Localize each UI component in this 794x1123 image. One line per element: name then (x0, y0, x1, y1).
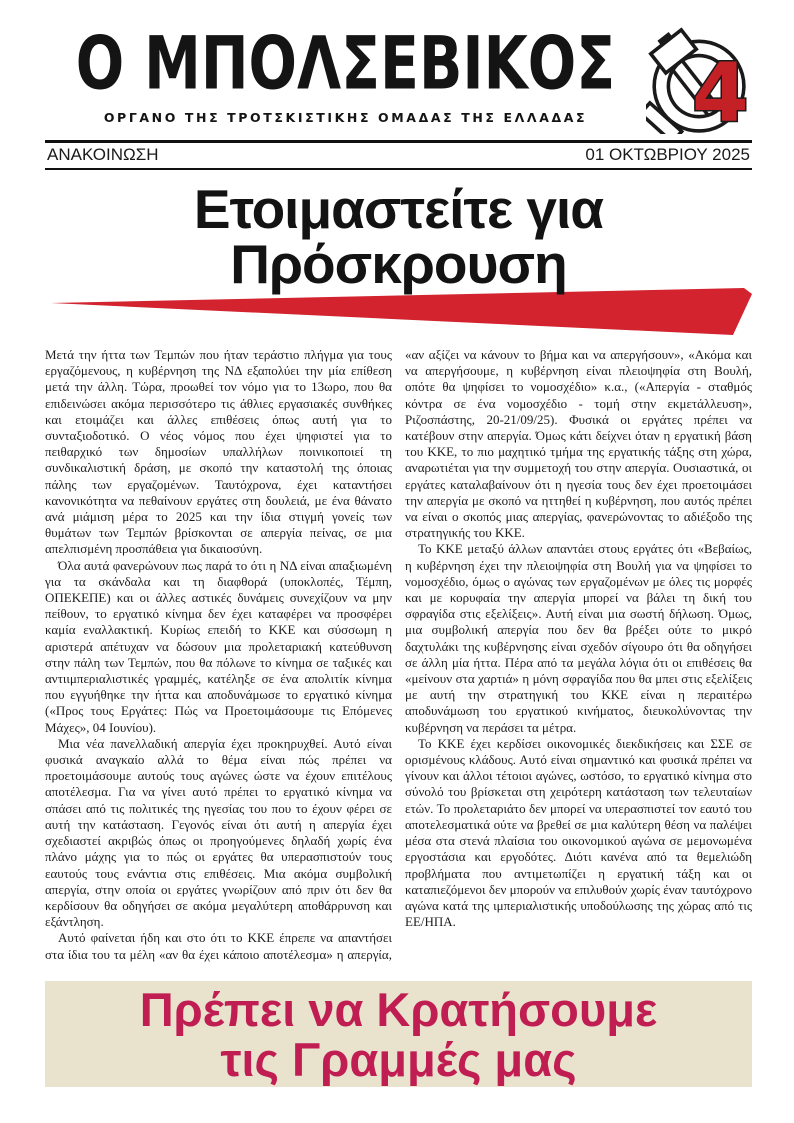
body-paragraph: Μια νέα πανελλαδική απεργία έχει προκηρυχθεί. Αυτό είναι φυσικά αναγκαίο αλλά το θέμα είναι πώς πρέπει να προετοιμάσουμε αυτούς τους αγώνες ώστε να έχουν επιτέλους αποτέλεσμα. Για να γίνει αυτό πρέπει το εργατικό κίνημα να σπάσει από τις πολιτικές της ηγεσίας του που το έχουν φέρει σε αυτή την κατάσταση. Γεγονός είναι ότι αυτή η απεργία έχει σχεδιαστεί ακριβώς όπως οι προηγούμενες δηλαδή χωρίς ένα πλάνο μάχης για το πώς οι εργάτες θα υπερασπιστούν τους εαυτούς τους ενάντια στις επιθέσεις. Μια ακόμα συμβολική απεργία, στην οποία οι εργάτες γνωρίζουν από πριν ότι δεν θα κερδίσουν θα οδηγήσει σε ακόμα μεγαλύτερη αποθάρρυνση και εξάντληση. (45, 735, 392, 930)
masthead-title-block (45, 21, 646, 125)
newspaper-title: Ο ΜΠΟΛΣΕΒΙΚΟΣ (75, 21, 616, 107)
section-label: ΑΝΑΚΟΙΝΩΣΗ (47, 145, 159, 164)
body-paragraph: Το ΚΚΕ μεταξύ άλλων απαντάει στους εργάτες ότι «Βεβαίως, η κυβέρνηση έχει την πλειοψηφία στη Βουλή για να ψηφίσει το νομοσχέδιο, όμως ο αγώνας των εργαζομένων με όλες τις μορφές και με κορυφαία την απεργία μπορεί να βάλει τη δική του σφραγίδα στις εξελίξεις». Αυτή είναι μια σωστή δήλωση. Όμως, μια συμβολική απεργία που δεν θα βρέξει ούτε το μικρό δαχτυλάκι της κυβέρνησης είναι σχεδόν σίγουρο ότι θα οδηγήσει σε άλλη μία ήττα. Πέρα από τα μεγάλα λόγια ότι οι επιθέσεις θα «μείνουν στα χαρτιά» η μόνη σφραγίδα που θα μπει στις εξελίξεις με αυτή την στρατηγική του ΚΚΕ είναι η περαιτέρω αποδυνάμωση του εργατικού κινήματος, διευκολύνοντας την κυβέρνηση να περάσει τα μέτρα. (405, 541, 752, 735)
article-headline (45, 178, 752, 295)
masthead (45, 0, 752, 134)
divider-rule-bottom (45, 168, 752, 170)
body-paragraph: Το ΚΚΕ έχει κερδίσει οικονομικές διεκδικήσεις και ΣΣΕ σε ορισμένους κλάδους. Αυτό είναι σημαντικό και φυσικά πρέπει να γίνουν και άλλοι τέτοιοι αγώνες, ωστόσο, το εργατικό κίνημα στο σύνολό του βρίσκεται στη χειρότερη κατάσταση των τελευταίων ετών. Το προλεταριάτο δεν μπορεί να υπερασπιστεί τον εαυτό του αποτελεσματικά ούτε να βρεθεί σε μια καλύτερη θέση να παλέψει μέσα στα στενά πλαίσια του οικονομικού αγώνα σε μεμονωμένα εργοστάσια και εργοδότες. Διότι κανένα από τα θεμελιώδη προβλήματα που αντιμετωπίζει η εργατική τάξη και οι καταπιεζόμενοι δεν μπορούν να επιλυθούν χωρίς έναν ταυτόχρονο αγώνα κατά της ιμπεριαλιστικής υποδούλωσης της χώρας από τις ΕΕ/ΗΠΑ. (405, 735, 752, 930)
footer-banner-line2: τις Γραμμές μας (220, 1033, 577, 1086)
newspaper-subtitle: ΟΡΓΑΝΟ ΤΗΣ ΤΡΟΤΣΚΙΣΤΙΚΗΣ ΟΜΑΔΑΣ ΤΗΣ ΕΛΛΑΔΑΣ (103, 110, 588, 125)
footer-banner-line1: Πρέπει να Κρατήσουμε (139, 983, 658, 1036)
issue-date: 01 ΟΚΤΩΒΡΙΟΥ 2025 (585, 145, 750, 164)
footer-banner (45, 981, 752, 1087)
body-paragraph: Αυτό φαίνεται ήδη και στο ότι το ΚΚΕ έπρεπε να απαντήσει στα ίδια του τα μέλη «αν θα έχει κάποιο αποτέλεσμα» η απεργία, «αν αξίζει να κάνουν το βήμα και να απεργήσουν», «Ακόμα και να απεργήσουμε, η κυβέρνηση είναι πλειοψηφία στη Βουλή, οπότε θα ψηφίσει το νομοσχέδιο» κ.α., («Απεργία - σταθμός κόντρα σε ένα νομοσχέδιο - τομή στην εκμετάλλευση», Ριζοσπάστης, 20-21/09/25). Φυσικά οι εργάτες πρέπει να κατέβουν στην απεργία. Όμως κάτι δείχνει όταν η εργατική βάση του ΚΚΕ, το πιο μαχητικό τμήμα της εργατικής τάξης στη χώρα, αναρωτιέται για την συμμετοχή του στην απεργία. Ουσιαστικά, οι εργάτες καταλαβαίνουν ότι η ηγεσία τους δεν έχει προετοιμάσει την απεργία με σκοπό να ηττηθεί η κυβέρνηση, που αυτός πρέπει να είναι ο σκοπός μιας απεργίας, φανερώνοντας το αδιέξοδο της στρατηγικής του ΚΚΕ. (45, 347, 752, 962)
fourth-international-number: 4 (692, 45, 749, 134)
headline-line1: Ετοιμαστείτε για (193, 178, 604, 240)
kicker-bar (45, 143, 752, 168)
page-content (45, 0, 752, 1087)
headline-line2: Πρόσκρουση (230, 233, 567, 295)
hammer-sickle-4-icon (646, 26, 752, 134)
body-paragraph: Μετά την ήττα των Τεμπών που ήταν τεράστιο πλήγμα για τους εργαζόμενους, η κυβέρνηση της ΝΔ εξαπολύει την μία επίθεση μετά την άλλη. Τώρα, προωθεί τον νόμο για το 13ωρο, που θα επιδεινώσει ακόμα περισσότερο τις άθλιες εργασιακές συνθήκες και ετοιμάζει και άλλες επιθέσεις όπως αυτή για το συνταξιοδοτικό. Ο νέος νόμος που έχει ψηφιστεί για το πειθαρχικό των δημοσίων υπαλλήλων ποινικοποιεί τη συνδικαλιστική δράση, με σκοπό την καταστολή της όποιας πάλης των εργαζομένων. Ταυτόχρονα, έχει καταντήσει κανονικότητα να πεθαίνουν εργάτες στη δουλειά, με ένα θάνατο ανά μιάμιση μέρα το 2025 και την ίδια στιγμή γονείς των θυμάτων των Τεμπών βρίσκονται σε απεργία πείνας, σε μια απελπισμένη προσπάθεια για δικαιοσύνη. (45, 347, 392, 557)
article-body (45, 347, 752, 969)
body-paragraph: Όλα αυτά φανερώνουν πως παρά το ότι η ΝΔ είναι απαξιωμένη για τα σκάνδαλα και τη διαφθορά (υποκλοπές, Τέμπη, ΟΠΕΚΕΠΕ) και οι άλλες αστικές δυνάμεις συνεχίζουν να μην πείθουν, το εργατικό κίνημα δεν έχει καταφέρει να προσφέρει καμία εναλλακτική. Κυρίως επειδή το ΚΚΕ και σύσσωμη η αριστερά απέτυχαν να δώσουν μια προλεταριακή κατεύθυνση στην πάλη των Τεμπών, που θα πόλωνε το κίνημα σε ταξικές και αντιιμπεριαλιστικές γραμμές, κατέληξε σε ένα απολιτίκ κίνημα που εγγυήθηκε την ήττα και αποδυνάμωσε το εργατικό κίνημα («Προς τους Εργάτες: Πώς να Προετοιμάσουμε τις Επόμενες Μάχες», 04 Ιουνίου). (45, 557, 392, 735)
